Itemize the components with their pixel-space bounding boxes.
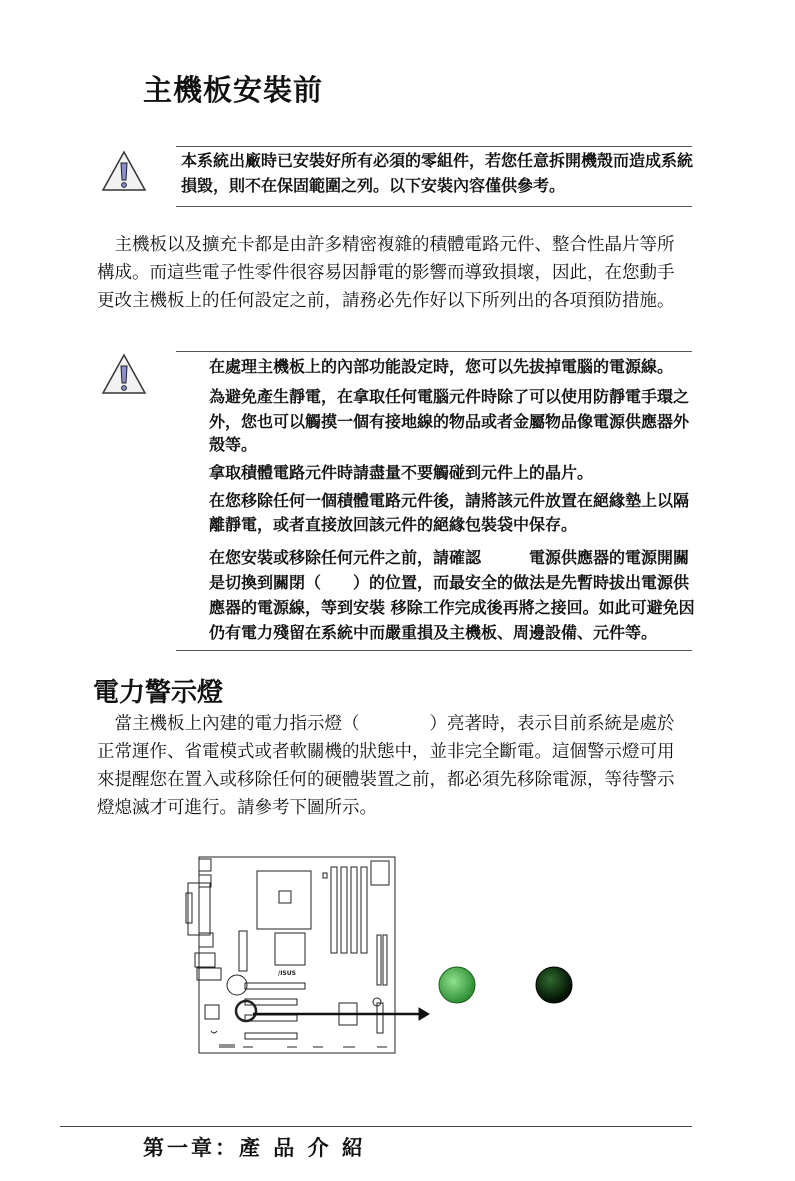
body-line: 正常運作、省電模式或者軟關機的狀態中，並非完全斷電。這個警示燈可用 bbox=[97, 742, 675, 762]
section-heading: 電力警示燈 bbox=[93, 678, 224, 708]
page-title: 主機板安裝前 bbox=[143, 73, 324, 107]
divider bbox=[176, 650, 692, 651]
body-line: 燈熄滅才可進行。請參考下圖所示。 bbox=[97, 798, 377, 818]
notice-line: 損毀，則不在保固範圍之列。以下安裝內容僅供參考。 bbox=[181, 176, 566, 195]
divider bbox=[176, 351, 692, 352]
board-logo: /ISUS bbox=[278, 970, 296, 977]
precaution-line: 仍有電力殘留在系統中而嚴重損及主機板、周邊設備、元件等。 bbox=[209, 623, 658, 642]
footer-chapter: 第一章：產 品 介 紹 bbox=[143, 1136, 366, 1160]
intro-line: 主機板以及擴充卡都是由許多精密複雜的積體電路元件、整合性晶片等所 bbox=[97, 235, 675, 255]
warning-icon bbox=[101, 150, 147, 192]
precaution-line: 外，您也可以觸摸一個有接地線的物品或者金屬物品像電源供應器外 bbox=[209, 412, 690, 431]
led-off-icon bbox=[534, 965, 574, 1005]
body-line: 來提醒您在置入或移除任何的硬體裝置之前，都必須先移除電源，等待警示 bbox=[97, 770, 675, 790]
footer-divider bbox=[60, 1126, 692, 1127]
precaution-line: 在處理主機板上的內部功能設定時，您可以先拔掉電腦的電源線。 bbox=[209, 357, 674, 376]
precaution-line: 在您安裝或移除任何元件之前，請確認 電源供應器的電源開關 bbox=[209, 548, 690, 567]
body-line: 當主機板上內建的電力指示燈（ ）亮著時，表示目前系統是處於 bbox=[97, 714, 675, 734]
warning-icon bbox=[101, 353, 147, 395]
divider bbox=[176, 146, 692, 147]
precaution-line: 是切換到關閉（ ）的位置，而最安全的做法是先暫時拔出電源供 bbox=[209, 573, 690, 592]
precaution-line: 殼等。 bbox=[209, 435, 258, 454]
divider bbox=[176, 206, 692, 207]
notice-line: 本系統出廠時已安裝好所有必須的零組件，若您任意拆開機殼而造成系統 bbox=[181, 151, 694, 170]
precaution-line: 為避免產生靜電，在拿取任何電腦元件時除了可以使用防靜電手環之 bbox=[209, 387, 690, 406]
precaution-line: 在您移除任何一個積體電路元件後，請將該元件放置在絕緣墊上以隔 bbox=[209, 491, 690, 510]
intro-line: 構成。而這些電子性零件很容易因靜電的影響而導致損壞，因此，在您動手 bbox=[97, 263, 675, 283]
precaution-line: 應器的電源線，等到安裝 移除工作完成後再將之接回。如此可避免因 bbox=[209, 598, 695, 617]
led-on-icon bbox=[437, 965, 477, 1005]
precaution-line: 拿取積體電路元件時請盡量不要觸碰到元件上的晶片。 bbox=[209, 463, 594, 482]
precaution-line: 離靜電，或者直接放回該元件的絕緣包裝袋中保存。 bbox=[209, 515, 578, 534]
intro-line: 更改主機板上的任何設定之前，請務必先作好以下所列出的各項預防措施。 bbox=[97, 291, 675, 311]
motherboard-diagram bbox=[183, 853, 583, 1063]
